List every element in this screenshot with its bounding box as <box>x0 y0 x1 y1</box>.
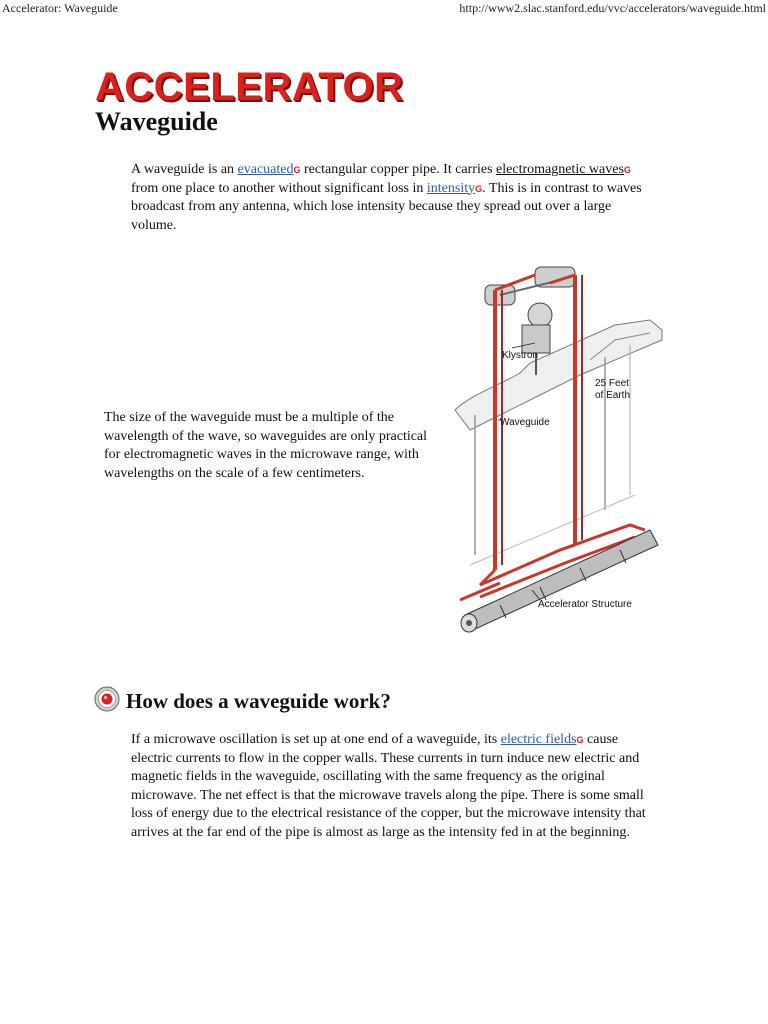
klystron-label: Klystron <box>502 350 539 361</box>
waveguide-diagram <box>440 245 762 665</box>
electric-fields-link[interactable]: electric fields <box>500 732 577 747</box>
evacuated-link[interactable]: evacuated <box>237 162 294 177</box>
intensity-link[interactable]: intensity <box>426 180 476 196</box>
electromagnetic-waves-link[interactable]: electromagnetic waves <box>496 162 624 177</box>
bullet-target-icon <box>93 685 121 713</box>
glossary-icon[interactable]: G <box>576 735 584 745</box>
document-title: Accelerator: Waveguide <box>2 1 118 15</box>
glossary-icon[interactable]: G <box>475 183 483 194</box>
earth-depth-label-1: 25 Feet <box>595 378 629 389</box>
how-it-works-paragraph: If a microwave oscillation is set up at one end of a waveguide, its electric fieldsG cause electric currents to flow in the copper walls. These currents in turn induce new electric and magnetic fields in the waveguide, oscillating with the same frequency as the original microwave. The net effect is that the microwave travels along the pipe. There is some small loss of energy due to the electrical resistance of the copper, but the microwave intensity that arrives at the far end of the pipe is almost as large as the intensity fed in at the beginning. <box>131 732 646 840</box>
waveguide-size-paragraph: The size of the waveguide must be a multiple of the wavelength of the wave, so waveguides are only practical for electromagnetic waves in the microwave range, with wavelengths on the scale of a few centimeters. <box>104 410 428 481</box>
glossary-icon[interactable]: G <box>293 165 301 175</box>
glossary-icon[interactable]: G <box>623 165 631 175</box>
accelerator-structure-label: Accelerator Structure <box>538 599 632 610</box>
waveguide-label: Waveguide <box>500 417 550 428</box>
intro-paragraph: A waveguide is an evacuatedG rectangular copper pipe. It carries electromagnetic wavesG from one place to another without significant loss in intensityG. This is in contrast to waves broadcast from any antenna, which lose intensity because they spread out over a large volume. <box>131 162 642 233</box>
accelerator-logo: ACCELERATOR <box>95 65 404 109</box>
earth-depth-label-2: of Earth <box>595 390 631 401</box>
section-heading: How does a waveguide work? <box>126 689 391 713</box>
page-title: Waveguide <box>95 107 218 136</box>
document-url: http://www2.slac.stanford.edu/vvc/accelerators/waveguide.html <box>459 1 766 15</box>
earth-layer <box>455 320 662 430</box>
